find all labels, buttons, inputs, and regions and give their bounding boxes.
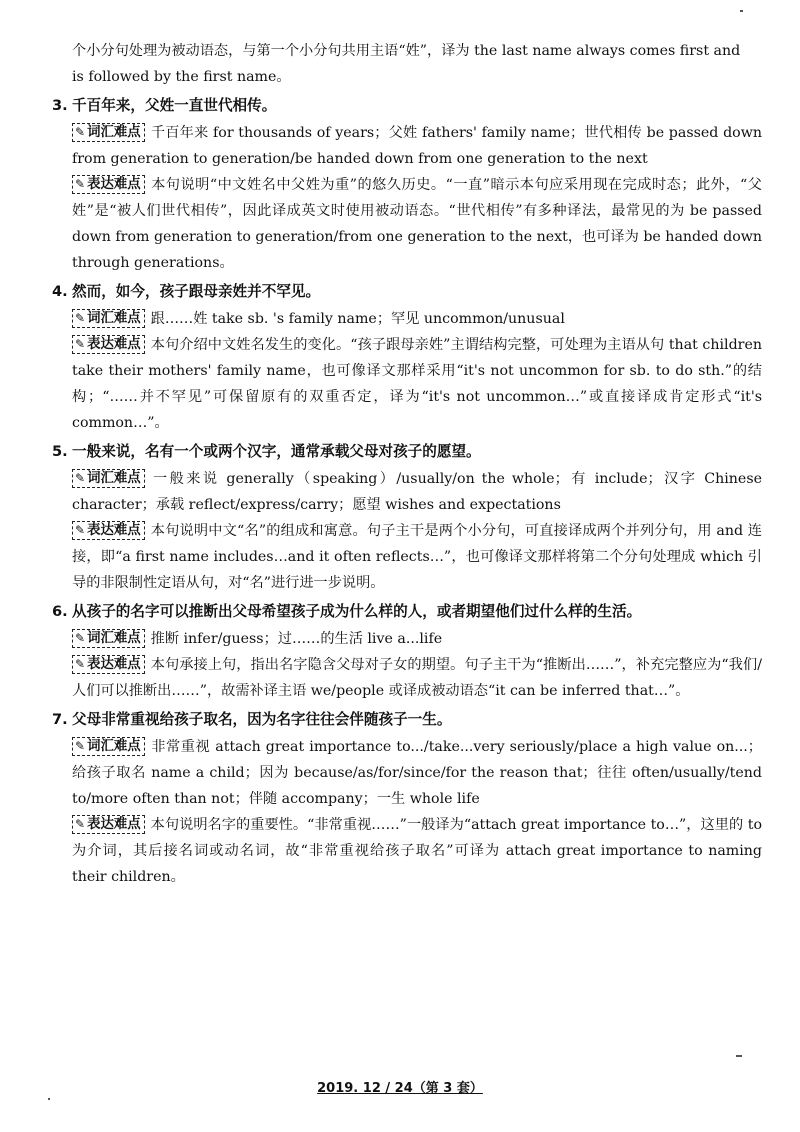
question-number: 5. — [52, 443, 68, 460]
pencil-icon: ✎ — [75, 471, 86, 485]
question-6 — [52, 598, 762, 626]
intro-paragraph — [72, 38, 762, 90]
vocab-tag: ✎ 词汇难点 — [72, 123, 145, 142]
pencil-icon: ✎ — [75, 177, 86, 191]
expr-tag: ✎ 表达难点 — [72, 655, 145, 674]
pencil-icon: ✎ — [75, 337, 86, 351]
document-body — [52, 38, 763, 890]
page-footer: 2019. 12 / 24（第 3 套） — [317, 1081, 483, 1096]
question-3 — [52, 92, 762, 120]
scan-speck — [740, 10, 743, 12]
expr-text: 本句说明名字的重要性。“非常重视……”一般译为“attach great importance to…”，这里的 to 为介词，其后接名词或动名词，故“非常重视给孩子取名”可译为 attach great importance to naming their children。 — [72, 817, 762, 885]
item-3 — [52, 92, 763, 276]
pencil-icon: ✎ — [75, 631, 86, 645]
question-7 — [52, 706, 762, 734]
question-number: 4. — [52, 283, 68, 300]
question-number: 3. — [52, 97, 68, 114]
pencil-icon: ✎ — [75, 125, 86, 139]
vocab-note-5 — [72, 466, 762, 518]
vocab-tag: ✎ 词汇难点 — [72, 309, 145, 328]
question-number: 6. — [52, 603, 68, 620]
question-text: 父母非常重视给孩子取名，因为名字往往会伴随孩子一生。 — [72, 711, 452, 728]
pencil-icon: ✎ — [75, 739, 86, 753]
pencil-icon: ✎ — [75, 523, 86, 537]
vocab-text: 千百年来 for thousands of years；父姓 fathers' family name；世代相传 be passed down from generation to generation/be handed down from one generation to the next — [72, 125, 762, 167]
question-number: 7. — [52, 711, 68, 728]
vocab-text: 非常重视 attach great importance to.../take...very seriously/place a high value on...；给孩子取名 name a child；因为 because/as/for/since/for the reason that；往往 often/usually/tend to/more often than not；伴随 accompany；一生 whole life — [72, 739, 762, 807]
vocab-text: 推断 infer/guess；过……的生活 live a...life — [150, 631, 443, 647]
question-text: 千百年来，父姓一直世代相传。 — [72, 97, 277, 114]
pencil-icon: ✎ — [75, 657, 86, 671]
vocab-note-6 — [72, 626, 762, 652]
expr-note-6 — [72, 652, 762, 704]
vocab-note-7 — [72, 734, 762, 812]
vocab-text: 一般来说 generally（speaking）/usually/on the whole；有 include；汉字 Chinese character；承载 reflect/express/carry；愿望 wishes and expectations — [72, 471, 762, 513]
vocab-note-4 — [72, 306, 762, 332]
intro-line: 个小分句处理为被动语态，与第一个小分句共用主语“姓”，译为 the last name always comes first and — [72, 43, 741, 59]
item-6 — [52, 598, 762, 704]
expr-note-3 — [72, 172, 762, 276]
vocab-text: 跟……姓 take sb. 's family name；罕见 uncommon/unusual — [150, 311, 565, 327]
vocab-tag: ✎ 词汇难点 — [72, 629, 145, 648]
intro-line: is followed by the first name。 — [72, 69, 291, 85]
question-text: 从孩子的名字可以推断出父母希望孩子成为什么样的人，或者期望他们过什么样的生活。 — [72, 603, 642, 620]
scan-speck — [48, 1098, 50, 1100]
expr-text: 本句介绍中文姓名发生的变化。“孩子跟母亲姓”主谓结构完整，可处理为主语从句 that children take their mothers' family name，也可像译文那样采用“it's not uncommon for sb. to do sth.”的结构；“……并不罕见”可保留原有的双重否定，译为“it's not uncommon…”或直接译成肯定形式“it's common…”。 — [72, 337, 762, 431]
question-4 — [52, 278, 762, 306]
pencil-icon: ✎ — [75, 817, 86, 831]
expr-tag: ✎ 表达难点 — [72, 815, 145, 834]
item-5 — [52, 438, 762, 596]
vocab-tag: ✎ 词汇难点 — [72, 737, 145, 756]
item-4 — [52, 278, 762, 436]
expr-text: 本句说明中文“名”的组成和寓意。句子主干是两个小分句，可直接译成两个并列分句，用 and 连接，即“a first name includes…and it often reflects…”，也可像译文那样将第二个分句处理成 which 引导的非限制性定语从句，对“名”进行进一步说明。 — [72, 523, 762, 591]
expr-tag: ✎ 表达难点 — [72, 175, 145, 194]
question-5 — [52, 438, 762, 466]
expr-note-4 — [72, 332, 762, 436]
expr-note-7 — [72, 812, 762, 890]
vocab-tag: ✎ 词汇难点 — [72, 469, 145, 488]
vocab-note-3 — [72, 120, 762, 172]
expr-tag: ✎ 表达难点 — [72, 521, 145, 540]
expr-text: 本句说明“中文姓名中父姓为重”的悠久历史。“一直”暗示本句应采用现在完成时态；此外，“父姓”是“被人们世代相传”，因此译成英文时使用被动语态。“世代相传”有多种译法，最常见的为 be passed down from generation to generation/from one generation to the next，也可译为 be handed down through generations。 — [72, 177, 763, 271]
expr-tag: ✎ 表达难点 — [72, 335, 145, 354]
item-7 — [52, 706, 762, 890]
expr-note-5 — [72, 518, 762, 596]
question-text: 然而，如今，孩子跟母亲姓并不罕见。 — [72, 283, 321, 300]
pencil-icon: ✎ — [75, 311, 86, 325]
expr-text: 本句承接上句，指出名字隐含父母对子女的期望。句子主干为“推断出……”，补充完整应为“我们/人们可以推断出……”，故需补译主语 we/people 或译成被动语态“it can be inferred that…”。 — [72, 657, 762, 699]
question-text: 一般来说，名有一个或两个汉字，通常承载父母对孩子的愿望。 — [72, 443, 481, 460]
scan-speck — [736, 1055, 742, 1057]
